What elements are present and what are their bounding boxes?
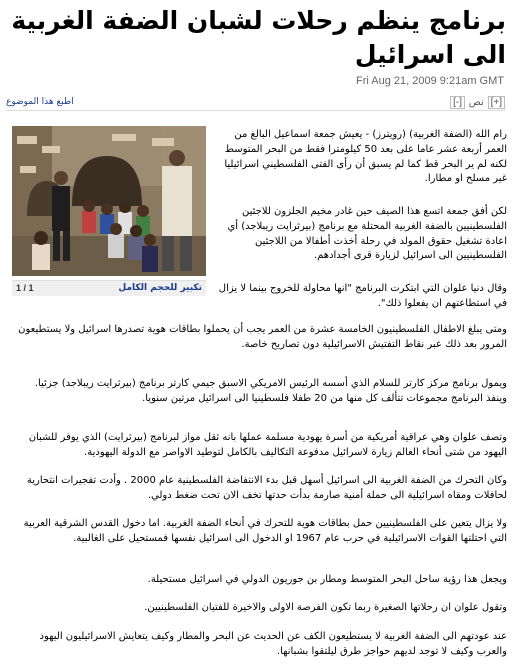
enlarge-photo-link[interactable]: تكبير للحجم الكامل <box>118 283 202 293</box>
article-paragraph: ولا يزال يتعين على الفلسطينيين حمل بطاقات هوية للتحرك في أنحاء الضفة الغربية. اما دخول القدس الشرقية العربية التي احتلتها القوات الاسرائيلية في حرب عام 1967 او الدخول الى اسرائيل نفسها فمستحيل على الغالبية. <box>23 518 507 544</box>
text-size-label: نص <box>468 97 484 108</box>
ruins-tour-photo-image <box>12 126 206 276</box>
article-paragraph: وتقول علوان ان رحلاتها الصغيرة ربما تكون الفرصة الاولى والاخيرة للفتيان الفلسطينيين. <box>144 602 507 613</box>
text-size-control <box>449 97 506 108</box>
article-photo-box <box>12 126 206 298</box>
article-headline: برنامج ينظم رحلات لشبان الضفة الغربية الى اسرائيل <box>11 6 506 69</box>
increase-text-button[interactable]: [+] <box>488 96 505 109</box>
photo-count: 1 / 1 <box>16 283 34 293</box>
photo-caption-bar <box>12 280 206 296</box>
article-paragraph: لكن أفق جمعة اتسع هذا الصيف حين غادر مخيم الجلزون للاجئين الفلسطينيين بالضفة الغربية المحتلة مع برنامج (بيرثرايت ريبلاجد) أي اعادة تشغيل حقوق المولد في رحلة أخذت أطفالا من اللاجئين الفلسطينيين الى اسرائيل لزيارة قرى أجدادهم. <box>227 206 507 262</box>
decrease-text-button[interactable]: [-] <box>450 96 465 109</box>
article-paragraph: وتصف علوان وهي عراقية أمريكية من أسرة يهودية مسلمة عملها بانه ثقل مواز لبرنامج (بيرثرايت) الذي يوفر للشبان اليهود من شتى أنحاء العالم زيارة لاسرائيل مدفوعة التكاليف بالكامل لتوطيد الاواصر مع الدولة اليهودية. <box>28 432 507 458</box>
article-paragraph: وكان التحرك من الضفة الغربية الى اسرائيل أسهل قبل بدء الانتفاضة الفلسطينية عام 2000 . وأدت تفجيرات انتحارية لحافلات ومقاه اسرائيلية الى حملة أمنية صارمة بدأت حدتها تخف الان تحت ضغط دولي. <box>26 475 507 501</box>
article-paragraph: رام الله (الضفة الغربية) (رويترز) - يعيش جمعة اسماعيل البالغ من العمر أربعة عشر عاما على بعد 50 كيلومترا فقط من البحر المتوسط لكنه لم ير البحر قط كما لم يسبق أن رأى الفتى الفلسطيني اسرائيليا غير مسلح او مطارا. <box>224 129 507 185</box>
article-toolbar <box>6 97 506 111</box>
article-paragraph: ومتى يبلغ الاطفال الفلسطينيون الخامسة عشرة من العمر يجب أن يحملوا بطاقات هوية تصدرها اسرائيل ولا يستطيعون المرور بعد ذلك عبر نقاط التفتيش الاسرائيلية دون تصاريح خاصة. <box>18 324 507 350</box>
print-article-link[interactable]: اطبع هذا الموضوع <box>6 97 74 107</box>
article-paragraph: وقال دنيا علوان التي ابتكرت البرنامج "انها محاولة للخروج بينما لا يزال في استطاعتهم ان يفعلوا ذلك". <box>218 283 507 309</box>
article-photo[interactable] <box>12 126 206 276</box>
article-dateline: Fri Aug 21, 2009 9:21am GMT <box>356 75 504 87</box>
article-paragraph: ويجعل هذا رؤية ساحل البحر المتوسط ومطار بن جوريون الدولي في اسرائيل مستحيلة. <box>147 574 507 585</box>
article-paragraph: عند عودتهم الى الضفة الغربية لا يستطيعون الكف عن الحديث عن البحر والمطار وكيف يتعايش الاسرائيليون اليهود والعرب وكيف لا توجد لديهم حواجز طرق ليلتقوا بشبانها. <box>39 631 507 657</box>
article-paragraph: ويمول برنامج مركز كارتر للسلام الذي أسسه الرئيس الامريكي الاسبق جيمي كارتر برنامج (بيرثرايت ريبلاجد) جزئيا. وينفذ البرنامج مجموعات تتألف كل منها من 20 طفلا فلسطينيا الى اسرائيل مرتين سنويا. <box>34 378 507 404</box>
